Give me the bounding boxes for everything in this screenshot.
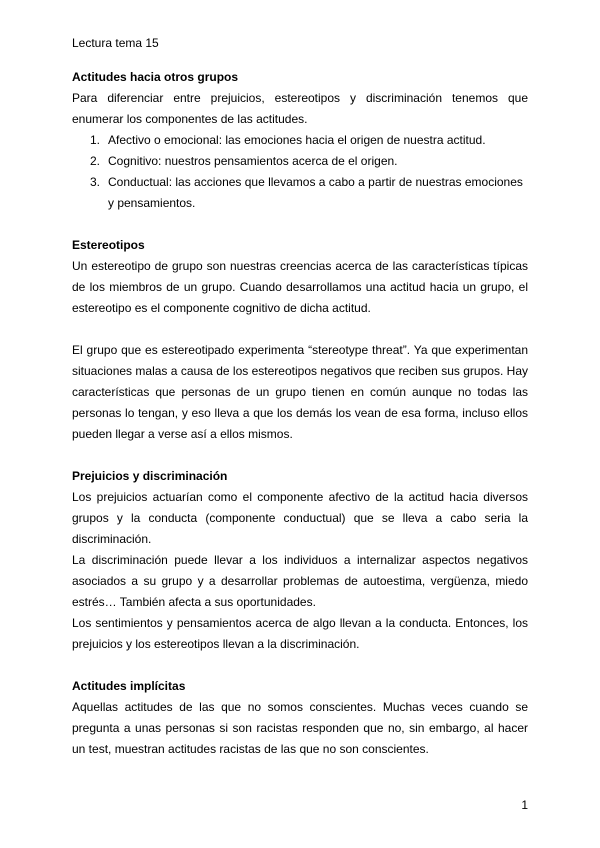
section-heading-actitudes-grupos: Actitudes hacia otros grupos xyxy=(72,70,239,84)
document-body xyxy=(72,67,528,760)
list-item-text: Conductual: las acciones que llevamos a cabo a partir de nuestras emociones y pensamientos. xyxy=(108,175,523,210)
section-heading-actitudes-implicitas: Actitudes implícitas xyxy=(72,679,186,693)
list-item-text: Afectivo o emocional: las emociones hacia el origen de nuestra actitud. xyxy=(108,133,486,147)
list-item xyxy=(72,172,528,214)
page-header: Lectura tema 15 xyxy=(72,36,159,50)
page-number: 1 xyxy=(521,798,528,812)
components-list xyxy=(72,130,528,214)
list-number: 2. xyxy=(90,154,101,168)
section-heading-prejuicios: Prejuicios y discriminación xyxy=(72,469,228,483)
paragraph: El grupo que es estereotipado experimenta “stereotype threat”. Ya que experimentan situaciones malas a causa de los estereotipos negativos que reciben sus grupos. Hay características que personas de un grupo tienen en común aunque no todas las personas lo tengan, y eso lleva a que los demás los vean de esa forma, incluso ellos pueden llegar a verse así a ellos mismos. xyxy=(72,343,528,441)
list-number: 1. xyxy=(90,133,101,147)
paragraph: Aquellas actitudes de las que no somos conscientes. Muchas veces cuando se pregunta a unas personas si son racistas responden que no, sin embargo, al hacer un test, muestran actitudes racistas de las que no son conscientes. xyxy=(72,700,528,756)
paragraph: Los sentimientos y pensamientos acerca de algo llevan a la conducta. Entonces, los prejuicios y los estereotipos llevan a la discriminación. xyxy=(72,616,528,651)
paragraph: Los prejuicios actuarían como el componente afectivo de la actitud hacia diversos grupos y la conducta (componente conductual) que se lleva a cabo seria la discriminación. xyxy=(72,490,528,546)
paragraph: Un estereotipo de grupo son nuestras creencias acerca de las características típicas de los miembros de un grupo. Cuando desarrollamos una actitud hacia un grupo, el estereotipo es el componente cognitivo de dicha actitud. xyxy=(72,259,528,315)
paragraph: La discriminación puede llevar a los individuos a internalizar aspectos negativos asociados a su grupo y a desarrollar problemas de autoestima, vergüenza, miedo estrés… También afecta a sus oportunidades. xyxy=(72,553,528,609)
section-heading-estereotipos: Estereotipos xyxy=(72,238,145,252)
list-item xyxy=(72,130,528,151)
list-item-text: Cognitivo: nuestros pensamientos acerca de el origen. xyxy=(108,154,398,168)
list-item xyxy=(72,151,528,172)
list-number: 3. xyxy=(90,175,101,189)
paragraph: Para diferenciar entre prejuicios, estereotipos y discriminación tenemos que enumerar los componentes de las actitudes. xyxy=(72,91,528,126)
